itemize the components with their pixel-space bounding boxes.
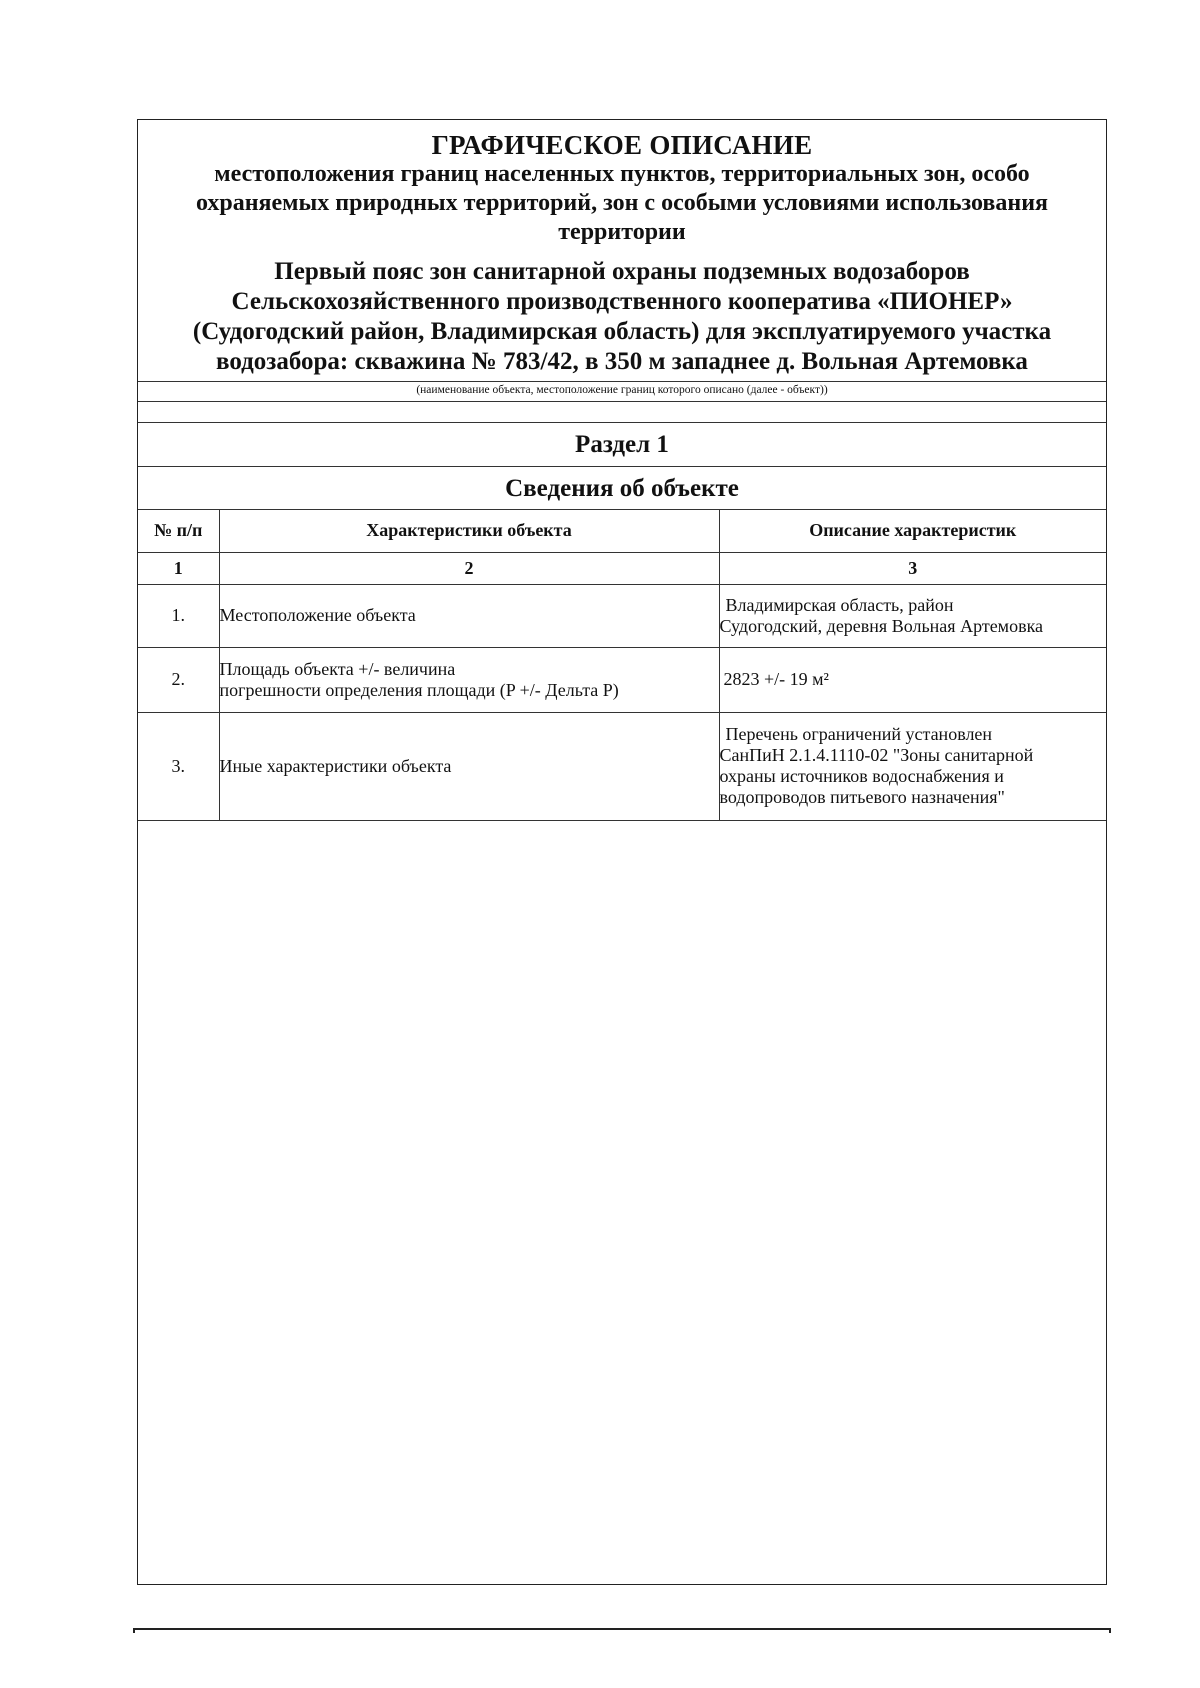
table-row <box>138 647 1106 712</box>
section-title: Раздел 1 <box>138 423 1106 467</box>
subtitle-line: территории <box>558 219 686 245</box>
document-subtitle <box>138 160 1106 247</box>
row-description-line: Судогодский, деревня Вольная Артемовка <box>719 615 1044 636</box>
object-caption: (наименование объекта, местоположение границ которого описано (далее - объект)) <box>138 382 1106 402</box>
column-number: 1 <box>138 552 219 584</box>
header-characteristics: Характеристики объекта <box>219 510 719 552</box>
bottom-rule-tick <box>1109 1628 1111 1633</box>
row-description <box>719 712 1106 820</box>
object-name-line: (Судогодский район, Владимирская область) для эксплуатируемого участка <box>192 318 1052 345</box>
object-name-line: Сельскохозяйственного производственного кооператива «ПИОНЕР» <box>231 288 1013 315</box>
row-index: 3. <box>138 712 219 820</box>
document-frame <box>137 119 1107 1585</box>
section-subtitle: Сведения об объекте <box>138 467 1106 510</box>
object-info-table <box>138 510 1106 821</box>
row-label-line: Местоположение объекта <box>219 605 416 625</box>
row-description-line: СанПиН 2.1.4.1110-02 "Зоны санитарной <box>719 745 1034 765</box>
object-name <box>138 257 1106 377</box>
table-row <box>138 712 1106 820</box>
row-description-line: водопроводов питьевого назначения" <box>719 787 1005 807</box>
row-label <box>219 712 719 820</box>
empty-row <box>138 402 1106 423</box>
header-number: № п/п <box>138 510 219 552</box>
table-row <box>138 584 1106 647</box>
row-label-line: Иные характеристики объекта <box>219 755 452 776</box>
column-number: 2 <box>219 552 719 584</box>
row-label <box>219 647 719 712</box>
subtitle-line: охраняемых природных территорий, зон с особыми условиями использования <box>195 190 1049 216</box>
row-index: 1. <box>138 584 219 647</box>
subtitle-line: местоположения границ населенных пунктов, территориальных зон, особо <box>214 161 1030 187</box>
row-description <box>719 584 1106 647</box>
row-label-line: погрешности определения площади (P +/- Дельта P) <box>219 679 619 700</box>
document-title: ГРАФИЧЕСКОЕ ОПИСАНИЕ <box>431 130 813 160</box>
object-name-line: водозабора: скважина № 783/42, в 350 м западнее д. Вольная Артемовка <box>216 348 1028 375</box>
bottom-rule <box>133 1628 1111 1630</box>
object-name-line: Первый пояс зон санитарной охраны подземных водозаборов <box>274 258 970 285</box>
row-label <box>219 584 719 647</box>
row-index: 2. <box>138 647 219 712</box>
row-label-line: Площадь объекта +/- величина <box>219 658 456 679</box>
bottom-rule-tick <box>133 1628 135 1633</box>
row-description-line: Перечень ограничений установлен <box>725 724 993 744</box>
header-description: Описание характеристик <box>719 510 1106 552</box>
table-header-row <box>138 510 1106 552</box>
document-header <box>138 120 1106 382</box>
row-description-line: охраны источников водоснабжения и <box>719 766 1004 786</box>
row-description-line: 2823 +/- 19 м² <box>723 669 829 689</box>
row-description-line: Владимирская область, район <box>725 594 954 615</box>
column-number: 3 <box>719 552 1106 584</box>
column-number-row <box>138 552 1106 584</box>
row-description <box>719 647 1106 712</box>
